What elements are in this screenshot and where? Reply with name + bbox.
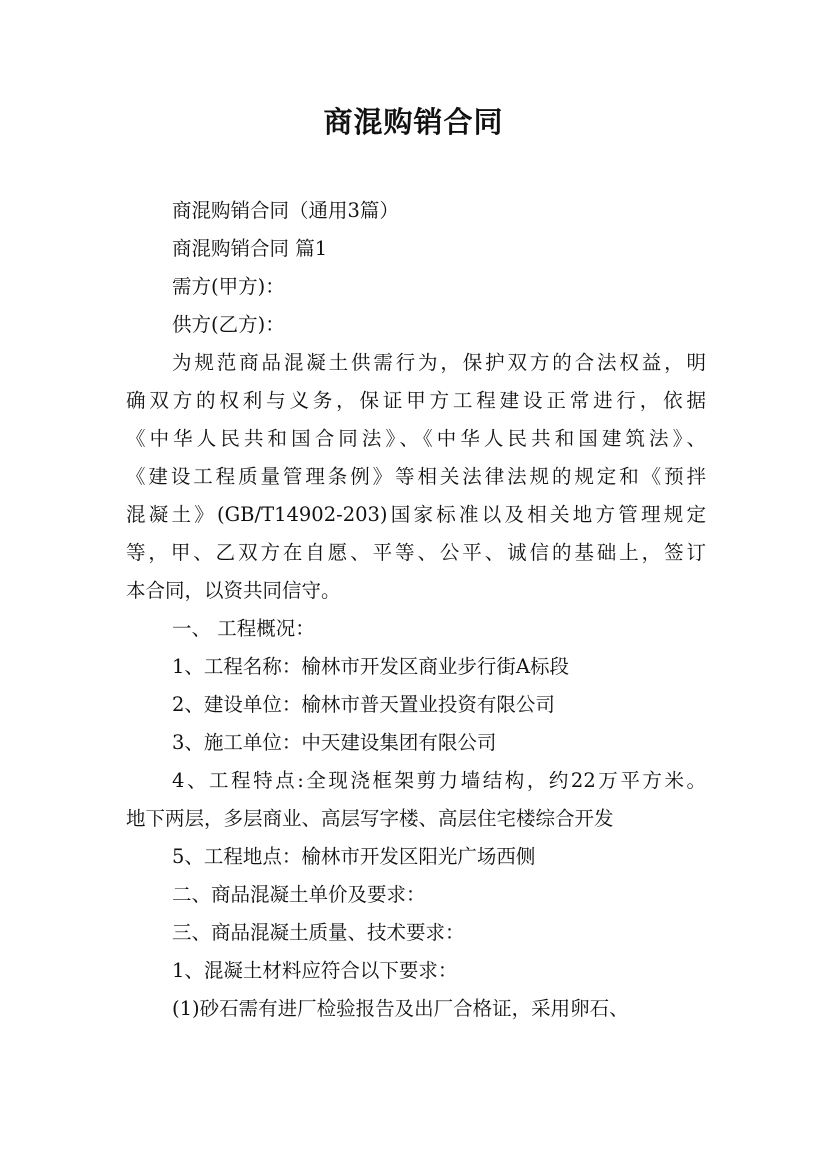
document-body <box>126 192 706 1028</box>
list-item: 3、施工单位：中天建设集团有限公司 <box>172 731 497 754</box>
buyer-line: 需方(甲方)： <box>172 275 285 298</box>
paragraph-line: 为规范商品混凝土供需行为，保护双方的合法权益，明 <box>172 351 706 374</box>
list-item: 2、建设单位：榆林市普天置业投资有限公司 <box>172 693 555 716</box>
list-item: 1、混凝土材料应符合以下要求： <box>172 959 458 982</box>
paragraph-line: 《建设工程质量管理条例》等相关法律法规的规定和《预拌 <box>126 465 706 488</box>
paragraph-line: 确双方的权利与义务，保证甲方工程建设正常进行，依据 <box>126 389 706 412</box>
paragraph-line: 等，甲、乙双方在自愿、平等、公平、诚信的基础上，签订 <box>126 541 706 564</box>
paragraph-line: 本合同，以资共同信守。 <box>126 579 341 602</box>
chapter-heading: 商混购销合同 篇1 <box>172 237 328 260</box>
section-heading: 三、商品混凝土质量、技术要求： <box>172 921 465 944</box>
section-heading: 一、 工程概况： <box>172 617 315 640</box>
section-heading: 二、商品混凝土单价及要求： <box>172 883 426 906</box>
paragraph-line: 《中华人民共和国合同法》、《中华人民共和国建筑法》、 <box>126 427 706 450</box>
supplier-line: 供方(乙方)： <box>172 313 285 336</box>
paragraph-line: 混凝土》(GB/T14902-203)国家标准以及相关地方管理规定 <box>126 503 706 526</box>
document-title: 商混购销合同 <box>323 105 504 139</box>
list-item-continued: 地下两层，多层商业、高层写字楼、高层住宅楼综合开发 <box>126 807 614 830</box>
list-item: 1、工程名称：榆林市开发区商业步行街A标段 <box>172 655 569 678</box>
subtitle-line: 商混购销合同（通用3篇） <box>172 199 399 222</box>
list-item: 5、工程地点：榆林市开发区阳光广场西侧 <box>172 845 536 868</box>
list-item: (1)砂石需有进厂检验报告及出厂合格证，采用卵石、 <box>172 997 629 1020</box>
list-item: 4、工程特点:全现浇框架剪力墙结构，约22万平方米。 <box>172 769 706 792</box>
